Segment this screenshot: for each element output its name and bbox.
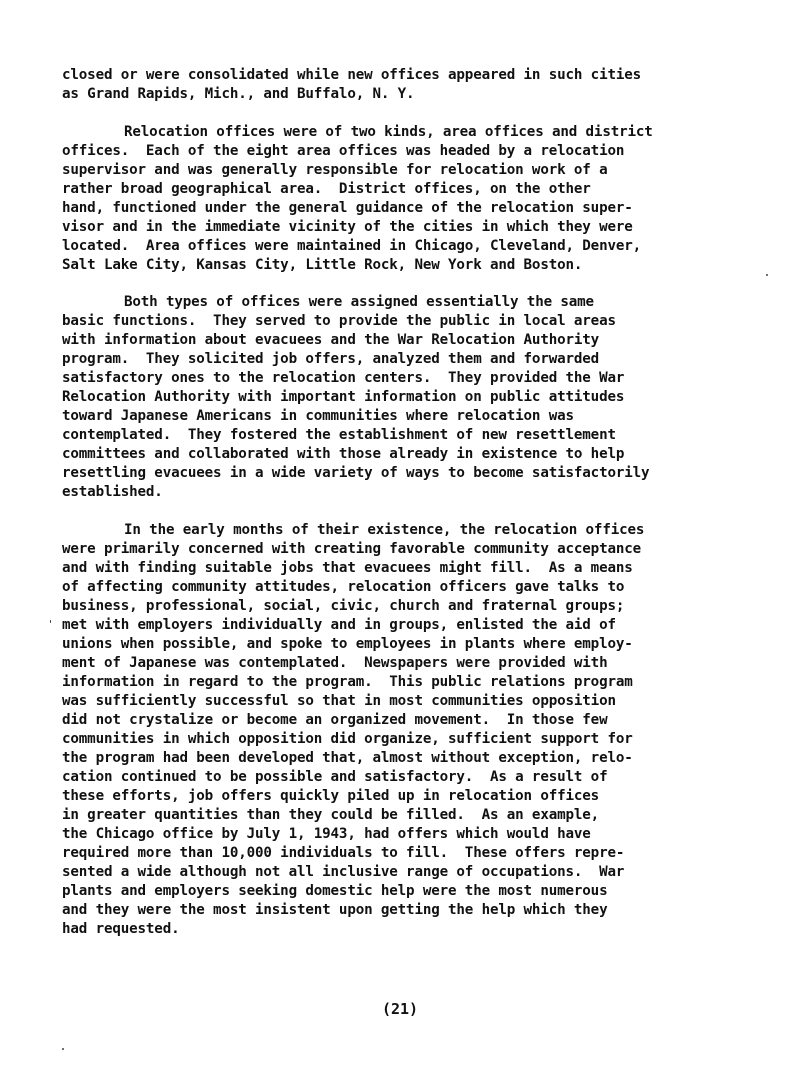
scan-speck [62,1048,64,1050]
paragraph-3-line: toward Japanese Americans in communities where relocation was [62,408,574,424]
paragraph-2-line: rather broad geographical area. District offices, on the other [62,181,591,197]
paragraph-4-line: and they were the most insistent upon getting the help which they [62,902,608,918]
scan-speck [50,620,51,623]
paragraph-3-line: with information about evacuees and the War Relocation Authority [62,332,600,348]
paragraph-4-line: plants and employers seeking domestic help were the most numerous [62,883,608,899]
paragraph-1 [62,66,742,104]
paragraph-3-line: Both types of offices were assigned essentially the same [124,294,594,310]
paragraph-4-line: these efforts, job offers quickly piled up in relocation offices [62,788,600,804]
paragraph-2-line: Salt Lake City, Kansas City, Little Rock, New York and Boston. [62,257,583,273]
paragraph-4-line: in greater quantities than they could be filled. As an example, [62,807,600,823]
paragraph-3-line: contemplated. They fostered the establishment of new resettlement [62,427,616,443]
paragraph-2 [62,123,742,275]
paragraph-3-line: committees and collaborated with those already in existence to help [62,446,625,462]
paragraph-4-line: cation continued to be possible and satisfactory. As a result of [62,769,608,785]
scan-speck [766,274,768,276]
paragraph-3-line: basic functions. They served to provide the public in local areas [62,313,616,329]
paragraph-3-line: resettling evacuees in a wide variety of ways to become satisfactorily [62,465,650,481]
paragraph-4-line: sented a wide although not all inclusive range of occupations. War [62,864,625,880]
paragraph-1-line: as Grand Rapids, Mich., and Buffalo, N. Y. [62,86,415,102]
paragraph-4-line: met with employers individually and in groups, enlisted the aid of [62,617,616,633]
paragraph-2-line: supervisor and was generally responsible for relocation work of a [62,162,608,178]
paragraph-3-line: Relocation Authority with important information on public attitudes [62,389,625,405]
paragraph-2-line: located. Area offices were maintained in Chicago, Cleveland, Denver, [62,238,642,254]
paragraph-4-line: had requested. [62,921,180,937]
paragraph-2-line: offices. Each of the eight area offices was headed by a relocation [62,143,625,159]
paragraph-4-line: of affecting community attitudes, relocation officers gave talks to [62,579,625,595]
page-number: (21) [381,1000,419,1018]
paragraph-2-line: visor and in the immediate vicinity of the cities in which they were [62,219,633,235]
paragraph-4-line: the program had been developed that, almost without exception, relo- [62,750,633,766]
paragraph-1-line: closed or were consolidated while new offices appeared in such cities [62,67,642,83]
paragraph-4-line: was sufficiently successful so that in most communities opposition [62,693,616,709]
paragraph-4-line: required more than 10,000 individuals to fill. These offers repre- [62,845,625,861]
paragraph-4-line: were primarily concerned with creating favorable community acceptance [62,541,642,557]
paragraph-2-line: Relocation offices were of two kinds, area offices and district [124,124,653,140]
paragraph-3-line: program. They solicited job offers, analyzed them and forwarded [62,351,600,367]
paragraph-4-line: the Chicago office by July 1, 1943, had offers which would have [62,826,591,842]
paragraph-4-line: did not crystalize or become an organized movement. In those few [62,712,608,728]
paragraph-3 [62,293,742,502]
paragraph-4-line: business, professional, social, civic, church and fraternal groups; [62,598,625,614]
paragraph-2-line: hand, functioned under the general guidance of the relocation super- [62,200,633,216]
paragraph-4-line: unions when possible, and spoke to employees in plants where employ- [62,636,633,652]
paragraph-4-line: information in regard to the program. This public relations program [62,674,633,690]
paragraph-4 [62,521,742,939]
paragraph-4-line: communities in which opposition did organize, sufficient support for [62,731,633,747]
paragraph-4-line: ment of Japanese was contemplated. Newspapers were provided with [62,655,608,671]
paragraph-4-line: In the early months of their existence, the relocation offices [124,522,645,538]
paragraph-4-line: and with finding suitable jobs that evacuees might fill. As a means [62,560,633,576]
paragraph-3-line: established. [62,484,163,500]
paragraph-3-line: satisfactory ones to the relocation centers. They provided the War [62,370,625,386]
